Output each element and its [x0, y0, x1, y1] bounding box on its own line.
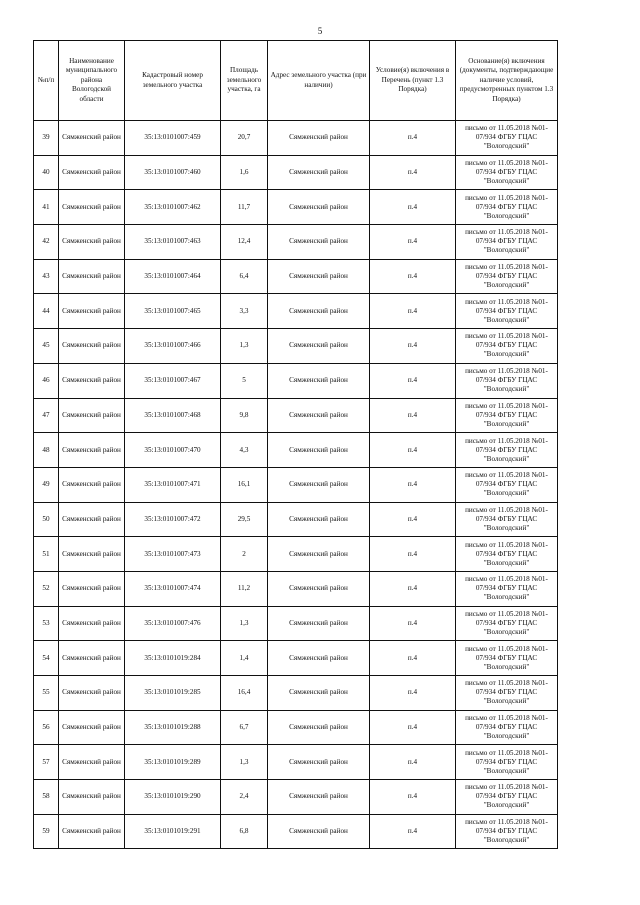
- cell-basis: письмо от 11.05.2018 №01-07/934 ФГБУ ГЦАС "Вологодский": [456, 571, 558, 606]
- cell-address: Сямженский район: [268, 467, 370, 502]
- cell-district: Сямженский район: [59, 814, 125, 849]
- cell-district: Сямженский район: [59, 225, 125, 260]
- cell-cadastral-number: 35:13:0101007:473: [125, 537, 221, 572]
- cell-district: Сямженский район: [59, 537, 125, 572]
- cell-address: Сямженский район: [268, 745, 370, 780]
- cell-basis: письмо от 11.05.2018 №01-07/934 ФГБУ ГЦАС "Вологодский": [456, 190, 558, 225]
- cell-area: 4,3: [221, 433, 268, 468]
- cell-area: 1,3: [221, 329, 268, 364]
- cell-basis: письмо от 11.05.2018 №01-07/934 ФГБУ ГЦАС "Вологодский": [456, 814, 558, 849]
- cell-cadastral-number: 35:13:0101019:284: [125, 641, 221, 676]
- cell-basis: письмо от 11.05.2018 №01-07/934 ФГБУ ГЦАС "Вологодский": [456, 537, 558, 572]
- cell-area: 29,5: [221, 502, 268, 537]
- cell-number: 51: [34, 537, 59, 572]
- cell-address: Сямженский район: [268, 606, 370, 641]
- header-number: №п/п: [34, 41, 59, 121]
- cell-cadastral-number: 35:13:0101007:459: [125, 121, 221, 156]
- cell-basis: письмо от 11.05.2018 №01-07/934 ФГБУ ГЦАС "Вологодский": [456, 710, 558, 745]
- cell-condition: п.4: [370, 676, 456, 711]
- cell-district: Сямженский район: [59, 710, 125, 745]
- cell-area: 6,7: [221, 710, 268, 745]
- cell-condition: п.4: [370, 571, 456, 606]
- table-row: [34, 155, 558, 190]
- header-district: Наименование муниципального района Вологодской области: [59, 41, 125, 121]
- cell-number: 44: [34, 294, 59, 329]
- cell-condition: п.4: [370, 190, 456, 225]
- cell-area: 11,7: [221, 190, 268, 225]
- cell-condition: п.4: [370, 814, 456, 849]
- table-row: [34, 467, 558, 502]
- cell-cadastral-number: 35:13:0101007:462: [125, 190, 221, 225]
- cell-basis: письмо от 11.05.2018 №01-07/934 ФГБУ ГЦАС "Вологодский": [456, 329, 558, 364]
- cell-number: 55: [34, 676, 59, 711]
- cell-area: 20,7: [221, 121, 268, 156]
- cell-condition: п.4: [370, 745, 456, 780]
- table-row: [34, 329, 558, 364]
- cell-cadastral-number: 35:13:0101007:468: [125, 398, 221, 433]
- table-row: [34, 190, 558, 225]
- cell-cadastral-number: 35:13:0101019:290: [125, 780, 221, 815]
- cell-district: Сямженский район: [59, 259, 125, 294]
- cell-basis: письмо от 11.05.2018 №01-07/934 ФГБУ ГЦАС "Вологодский": [456, 121, 558, 156]
- cell-district: Сямженский район: [59, 398, 125, 433]
- table-row: [34, 433, 558, 468]
- cell-area: 6,8: [221, 814, 268, 849]
- cell-basis: письмо от 11.05.2018 №01-07/934 ФГБУ ГЦАС "Вологодский": [456, 155, 558, 190]
- cell-condition: п.4: [370, 363, 456, 398]
- table-row: [34, 398, 558, 433]
- cell-district: Сямженский район: [59, 745, 125, 780]
- cell-district: Сямженский район: [59, 294, 125, 329]
- cell-number: 43: [34, 259, 59, 294]
- header-condition: Условие(я) включения в Перечень (пункт 1.3 Порядка): [370, 41, 456, 121]
- cell-address: Сямженский район: [268, 155, 370, 190]
- cell-number: 45: [34, 329, 59, 364]
- cell-number: 53: [34, 606, 59, 641]
- cell-basis: письмо от 11.05.2018 №01-07/934 ФГБУ ГЦАС "Вологодский": [456, 641, 558, 676]
- cell-address: Сямженский район: [268, 294, 370, 329]
- cell-number: 39: [34, 121, 59, 156]
- cell-area: 2: [221, 537, 268, 572]
- table-row: [34, 571, 558, 606]
- table-body: [34, 121, 558, 849]
- cell-address: Сямженский район: [268, 121, 370, 156]
- page-number: 5: [317, 26, 323, 36]
- cell-condition: п.4: [370, 467, 456, 502]
- cell-address: Сямженский район: [268, 780, 370, 815]
- cell-condition: п.4: [370, 294, 456, 329]
- cell-address: Сямженский район: [268, 814, 370, 849]
- cell-condition: п.4: [370, 329, 456, 364]
- cell-basis: письмо от 11.05.2018 №01-07/934 ФГБУ ГЦАС "Вологодский": [456, 259, 558, 294]
- cell-address: Сямженский район: [268, 225, 370, 260]
- cell-number: 40: [34, 155, 59, 190]
- cell-address: Сямженский район: [268, 398, 370, 433]
- cell-number: 41: [34, 190, 59, 225]
- cell-basis: письмо от 11.05.2018 №01-07/934 ФГБУ ГЦАС "Вологодский": [456, 502, 558, 537]
- cell-basis: письмо от 11.05.2018 №01-07/934 ФГБУ ГЦАС "Вологодский": [456, 606, 558, 641]
- cell-cadastral-number: 35:13:0101019:289: [125, 745, 221, 780]
- cell-basis: письмо от 11.05.2018 №01-07/934 ФГБУ ГЦАС "Вологодский": [456, 676, 558, 711]
- cell-district: Сямженский район: [59, 780, 125, 815]
- cell-condition: п.4: [370, 502, 456, 537]
- cell-number: 58: [34, 780, 59, 815]
- cell-cadastral-number: 35:13:0101007:467: [125, 363, 221, 398]
- cell-cadastral-number: 35:13:0101007:463: [125, 225, 221, 260]
- cell-number: 54: [34, 641, 59, 676]
- cell-basis: письмо от 11.05.2018 №01-07/934 ФГБУ ГЦАС "Вологодский": [456, 398, 558, 433]
- cell-district: Сямженский район: [59, 155, 125, 190]
- cell-address: Сямженский район: [268, 676, 370, 711]
- cell-condition: п.4: [370, 780, 456, 815]
- cell-number: 52: [34, 571, 59, 606]
- cell-number: 47: [34, 398, 59, 433]
- cell-area: 1,4: [221, 641, 268, 676]
- cell-address: Сямженский район: [268, 537, 370, 572]
- cell-cadastral-number: 35:13:0101007:465: [125, 294, 221, 329]
- cell-address: Сямженский район: [268, 363, 370, 398]
- cell-number: 59: [34, 814, 59, 849]
- cell-area: 12,4: [221, 225, 268, 260]
- cell-district: Сямженский район: [59, 502, 125, 537]
- table-row: [34, 745, 558, 780]
- header-cadastral-number: Кадастровый номер земельного участка: [125, 41, 221, 121]
- cell-number: 46: [34, 363, 59, 398]
- cell-area: 6,4: [221, 259, 268, 294]
- cell-condition: п.4: [370, 155, 456, 190]
- cell-number: 57: [34, 745, 59, 780]
- cell-district: Сямженский район: [59, 329, 125, 364]
- cell-address: Сямженский район: [268, 259, 370, 294]
- cell-district: Сямженский район: [59, 606, 125, 641]
- cell-basis: письмо от 11.05.2018 №01-07/934 ФГБУ ГЦАС "Вологодский": [456, 433, 558, 468]
- cell-condition: п.4: [370, 606, 456, 641]
- cell-district: Сямженский район: [59, 433, 125, 468]
- cell-area: 16,4: [221, 676, 268, 711]
- cell-cadastral-number: 35:13:0101007:472: [125, 502, 221, 537]
- table-row: [34, 225, 558, 260]
- cell-address: Сямженский район: [268, 433, 370, 468]
- table-row: [34, 502, 558, 537]
- cell-number: 56: [34, 710, 59, 745]
- cell-basis: письмо от 11.05.2018 №01-07/934 ФГБУ ГЦАС "Вологодский": [456, 745, 558, 780]
- table-row: [34, 814, 558, 849]
- cell-area: 1,3: [221, 745, 268, 780]
- cell-condition: п.4: [370, 121, 456, 156]
- cell-basis: письмо от 11.05.2018 №01-07/934 ФГБУ ГЦАС "Вологодский": [456, 363, 558, 398]
- cell-area: 5: [221, 363, 268, 398]
- cell-address: Сямженский район: [268, 571, 370, 606]
- cell-district: Сямженский район: [59, 676, 125, 711]
- cell-cadastral-number: 35:13:0101019:288: [125, 710, 221, 745]
- cell-cadastral-number: 35:13:0101019:285: [125, 676, 221, 711]
- table-row: [34, 121, 558, 156]
- cell-area: 1,3: [221, 606, 268, 641]
- cell-cadastral-number: 35:13:0101019:291: [125, 814, 221, 849]
- cell-district: Сямженский район: [59, 190, 125, 225]
- land-plots-table: [33, 40, 558, 849]
- cell-cadastral-number: 35:13:0101007:466: [125, 329, 221, 364]
- table-row: [34, 294, 558, 329]
- cell-district: Сямженский район: [59, 467, 125, 502]
- cell-area: 3,3: [221, 294, 268, 329]
- cell-cadastral-number: 35:13:0101007:460: [125, 155, 221, 190]
- cell-condition: п.4: [370, 433, 456, 468]
- header-basis: Основание(я) включения (документы, подтверждающие наличие условий, предусмотренных пунктом 1.3 Порядка): [456, 41, 558, 121]
- cell-address: Сямженский район: [268, 641, 370, 676]
- table-row: [34, 259, 558, 294]
- cell-address: Сямженский район: [268, 710, 370, 745]
- cell-basis: письмо от 11.05.2018 №01-07/934 ФГБУ ГЦАС "Вологодский": [456, 467, 558, 502]
- table-row: [34, 363, 558, 398]
- table-row: [34, 780, 558, 815]
- cell-cadastral-number: 35:13:0101007:474: [125, 571, 221, 606]
- cell-condition: п.4: [370, 225, 456, 260]
- table-row: [34, 710, 558, 745]
- table-row: [34, 676, 558, 711]
- cell-number: 49: [34, 467, 59, 502]
- cell-number: 42: [34, 225, 59, 260]
- table-header-row: [34, 41, 558, 121]
- cell-area: 9,8: [221, 398, 268, 433]
- cell-condition: п.4: [370, 537, 456, 572]
- cell-number: 50: [34, 502, 59, 537]
- cell-cadastral-number: 35:13:0101007:476: [125, 606, 221, 641]
- table-row: [34, 606, 558, 641]
- cell-area: 2,4: [221, 780, 268, 815]
- cell-cadastral-number: 35:13:0101007:470: [125, 433, 221, 468]
- cell-area: 16,1: [221, 467, 268, 502]
- cell-basis: письмо от 11.05.2018 №01-07/934 ФГБУ ГЦАС "Вологодский": [456, 294, 558, 329]
- cell-address: Сямженский район: [268, 502, 370, 537]
- cell-condition: п.4: [370, 259, 456, 294]
- cell-number: 48: [34, 433, 59, 468]
- cell-district: Сямженский район: [59, 571, 125, 606]
- table-row: [34, 641, 558, 676]
- cell-cadastral-number: 35:13:0101007:464: [125, 259, 221, 294]
- cell-condition: п.4: [370, 710, 456, 745]
- cell-address: Сямженский район: [268, 329, 370, 364]
- header-area: Площадь земельного участка, га: [221, 41, 268, 121]
- cell-district: Сямженский район: [59, 641, 125, 676]
- cell-condition: п.4: [370, 398, 456, 433]
- cell-area: 11,2: [221, 571, 268, 606]
- cell-area: 1,6: [221, 155, 268, 190]
- cell-address: Сямженский район: [268, 190, 370, 225]
- cell-district: Сямженский район: [59, 363, 125, 398]
- table-row: [34, 537, 558, 572]
- cell-condition: п.4: [370, 641, 456, 676]
- header-address: Адрес земельного участка (при наличии): [268, 41, 370, 121]
- cell-cadastral-number: 35:13:0101007:471: [125, 467, 221, 502]
- cell-basis: письмо от 11.05.2018 №01-07/934 ФГБУ ГЦАС "Вологодский": [456, 780, 558, 815]
- cell-basis: письмо от 11.05.2018 №01-07/934 ФГБУ ГЦАС "Вологодский": [456, 225, 558, 260]
- cell-district: Сямженский район: [59, 121, 125, 156]
